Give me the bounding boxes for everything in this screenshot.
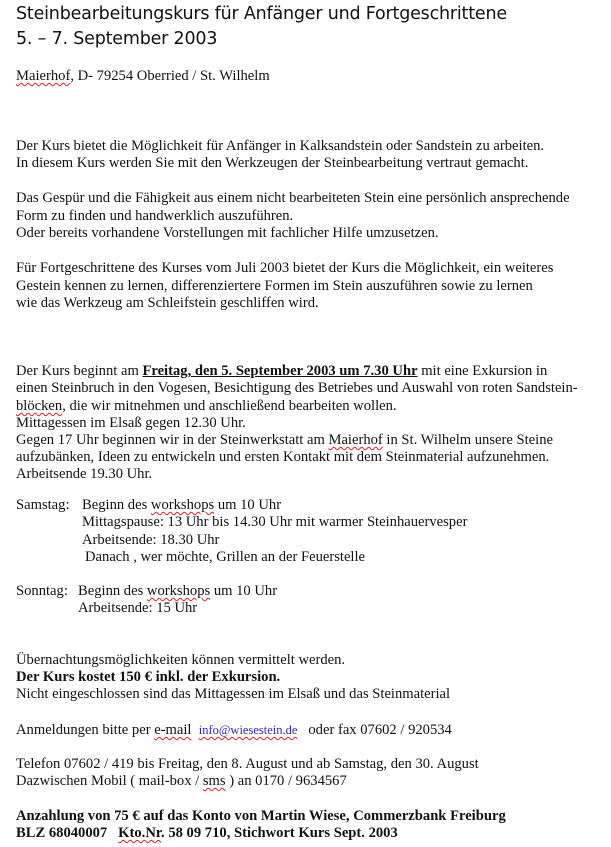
signup-prefix: Anmeldungen bitte per (16, 722, 155, 738)
friday-blocks-word: blöcken (16, 398, 63, 414)
gespuer-line-3: Oder bereits vorhandene Vorstellungen mit fachlicher Hilfe umzusetzen. (16, 225, 439, 241)
friday-start-prefix: Der Kurs beginnt am (16, 363, 143, 379)
mobile-sms-word: sms (202, 773, 226, 789)
friday-start-date: Freitag, den 5. September 2003 um 7.30 Uhr (142, 363, 418, 379)
email-link[interactable]: info@wiesestein.de (198, 723, 298, 737)
sunday-line-2: Arbeitsende: 15 Uhr (78, 600, 198, 616)
mobile-suffix: ) an 0170 / 9634567 (225, 773, 347, 789)
sunday-label: Sonntag: (16, 583, 68, 599)
sunday-line-1-suffix: um 10 Uhr (210, 583, 278, 599)
location-line (16, 68, 270, 85)
gespuer-line-1: Das Gespür und die Fähigkeit aus einem nicht bearbeiteten Stein eine persönlich ansprechende (16, 190, 570, 206)
friday-line-2: einen Steinbruch in den Vogesen, Besichtigung des Betriebes und Auswahl von roten Sandstein- (16, 380, 578, 396)
advanced-line-2: Gestein kennen zu lernen, differenziertere Formen im Stein auszuführen sowie zu lernen (16, 278, 533, 294)
signup-suffix: oder fax 07602 / 920534 (308, 722, 452, 738)
saturday-line-2: Mittagspause: 13 Uhr bis 14.30 Uhr mit warmer Steinhauervesper (82, 514, 468, 530)
lodging-line: Übernachtungsmöglichkeiten können vermittelt werden. (16, 652, 346, 668)
saturday-line-4: Danach , wer möchte, Grillen an der Feuerstelle (85, 549, 366, 565)
payment-line-2-suffix: . 58 09 710, Stichwort Kurs Sept. 2003 (161, 825, 398, 841)
advanced-line-3: wie das Werkzeug am Schleifstein geschliffen wird. (16, 295, 319, 311)
friday-line-7: Arbeitsende 19.30 Uhr. (16, 466, 153, 482)
friday-line-1 (16, 363, 547, 380)
sunday-line-1 (78, 583, 277, 600)
saturday-label: Samstag: (16, 497, 70, 513)
payment-ktonr-word: Kto.Nr (118, 825, 162, 841)
payment-line-1: Anzahlung von 75 € auf das Konto von Martin Wiese, Commerzbank Freiburg (16, 808, 506, 824)
document-date: 5. – 7. September 2003 (16, 29, 218, 49)
mobile-line (16, 773, 347, 790)
payment-line-2 (16, 825, 398, 842)
excluded-line: Nicht eingeschlossen sind das Mittagessen im Elsaß und das Steinmaterial (16, 686, 451, 702)
advanced-line-1: Für Fortgeschrittene des Kurses vom Juli 2003 bietet der Kurs die Möglichkeit, ein weiteres (16, 260, 554, 276)
signup-email-word: e-mail (154, 722, 192, 738)
saturday-line-3: Arbeitsende: 18.30 Uhr (82, 532, 220, 548)
price-line: Der Kurs kostet 150 € inkl. der Exkursion. (16, 669, 281, 685)
friday-start-suffix: mit eine Exkursion in (417, 363, 548, 379)
location-place: Maierhof (16, 68, 71, 84)
friday-line-5-suffix: in St. Wilhelm unsere Steine (382, 432, 553, 448)
friday-line-5 (16, 432, 553, 449)
friday-maierhof-word: Maierhof (328, 432, 383, 448)
payment-line-2-prefix: BLZ 68040007 (16, 825, 119, 841)
saturday-line-1-suffix: um 10 Uhr (214, 497, 282, 513)
friday-line-3 (16, 398, 397, 415)
sunday-workshops-word: workshops (146, 583, 211, 599)
friday-line-6: aufzubänken, Ideen zu entwickeln und ersten Kontakt mit dem Steinmaterial aufzunehmen. (16, 449, 550, 465)
intro-line-1: Der Kurs bietet die Möglichkeit für Anfänger in Kalksandstein oder Sandstein zu arbeiten. (16, 138, 545, 154)
saturday-line-1 (82, 497, 281, 514)
phone-line: Telefon 07602 / 419 bis Freitag, den 8. August und ab Samstag, den 30. August (16, 756, 479, 772)
location-rest: , D- 79254 Oberried / St. Wilhelm (70, 68, 270, 84)
signup-line (16, 722, 452, 739)
gespuer-line-2: Form zu finden und handwerklich auszuführen. (16, 208, 294, 224)
saturday-workshops-word: workshops (150, 497, 215, 513)
friday-line-4: Mittagessen im Elsaß gegen 12.30 Uhr. (16, 415, 246, 431)
friday-line-5-prefix: Gegen 17 Uhr beginnen wir in der Steinwerkstatt am (16, 432, 329, 448)
saturday-line-1-prefix: Beginn des (82, 497, 151, 513)
sunday-line-1-prefix: Beginn des (78, 583, 147, 599)
mobile-prefix: Dazwischen Mobil ( mail-box / (16, 773, 203, 789)
friday-line-3-rest: , die wir mitnehmen und anschließend bearbeiten wollen. (62, 398, 397, 414)
document-title: Steinbearbeitungskurs für Anfänger und Fortgeschrittene (16, 4, 507, 24)
intro-line-2: In diesem Kurs werden Sie mit den Werkzeugen der Steinbearbeitung vertraut gemacht. (16, 155, 529, 171)
